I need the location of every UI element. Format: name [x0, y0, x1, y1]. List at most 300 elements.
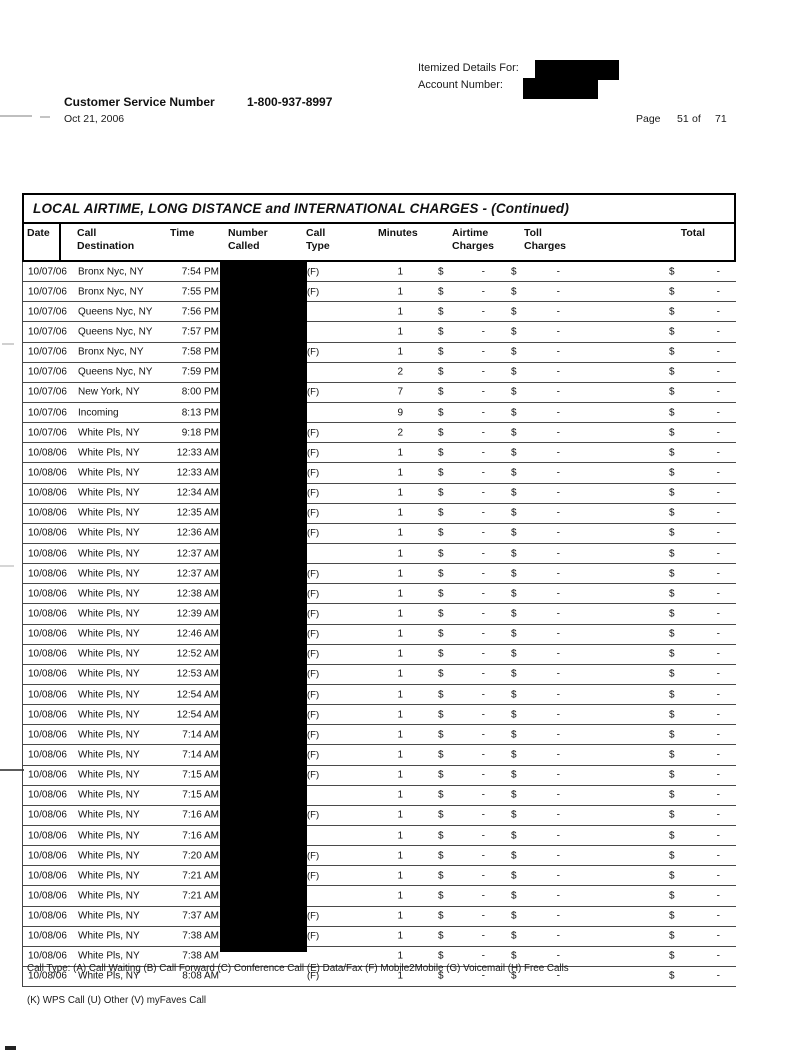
- call-time: 12:52 AM: [176, 648, 219, 660]
- call-destination: White Pls, NY: [78, 729, 140, 741]
- call-minutes: 1: [397, 487, 403, 499]
- call-type-code: (F): [307, 769, 320, 781]
- call-time: 7:16 AM: [182, 830, 219, 841]
- toll-charge: -: [556, 970, 560, 982]
- total-charge: -: [716, 487, 720, 499]
- call-minutes: 1: [397, 548, 403, 560]
- toll-currency-symbol: $: [511, 689, 517, 701]
- call-date: 10/08/06: [28, 729, 67, 741]
- call-destination: White Pls, NY: [78, 789, 140, 801]
- call-date: 10/08/06: [28, 568, 67, 580]
- airtime-charge: -: [481, 970, 485, 982]
- total-charge: -: [716, 527, 720, 539]
- call-destination: White Pls, NY: [78, 850, 140, 862]
- total-currency-symbol: $: [669, 970, 675, 982]
- redacted-account-number: [523, 78, 598, 99]
- call-destination: White Pls, NY: [78, 930, 140, 942]
- call-destination: White Pls, NY: [78, 527, 140, 539]
- toll-charge: -: [556, 608, 560, 620]
- total-currency-symbol: $: [669, 467, 675, 479]
- toll-currency-symbol: $: [511, 930, 517, 942]
- total-currency-symbol: $: [669, 427, 675, 439]
- toll-currency-symbol: $: [511, 870, 517, 882]
- total-currency-symbol: $: [669, 568, 675, 580]
- toll-currency-symbol: $: [511, 527, 517, 539]
- table-row: [23, 846, 736, 866]
- table-row: [23, 544, 736, 564]
- airtime-charge: -: [481, 870, 485, 882]
- call-date: 10/07/06: [28, 326, 67, 338]
- toll-currency-symbol: $: [511, 809, 517, 821]
- airtime-currency-symbol: $: [438, 588, 444, 600]
- airtime-charge: -: [481, 709, 485, 721]
- table-row: [23, 443, 736, 463]
- call-time: 7:55 PM: [181, 286, 219, 298]
- call-time: 8:08 AM: [182, 970, 219, 982]
- airtime-currency-symbol: $: [438, 608, 444, 620]
- call-minutes: 1: [397, 769, 403, 781]
- call-minutes: 1: [397, 628, 403, 640]
- call-date: 10/08/06: [28, 467, 67, 479]
- table-row: [23, 725, 736, 745]
- call-type-code: (F): [307, 628, 320, 640]
- call-minutes: 1: [397, 950, 403, 962]
- airtime-currency-symbol: $: [438, 386, 444, 398]
- total-currency-symbol: $: [669, 950, 675, 962]
- call-minutes: 1: [397, 689, 403, 701]
- page-of-label: of: [692, 113, 701, 125]
- call-type-legend-line2: (K) WPS Call (U) Other (V) myFaves Call: [27, 995, 207, 1006]
- call-destination: White Pls, NY: [78, 648, 140, 660]
- total-currency-symbol: $: [669, 910, 675, 922]
- toll-currency-symbol: $: [511, 970, 517, 982]
- call-destination: White Pls, NY: [78, 628, 140, 640]
- call-minutes: 1: [397, 306, 403, 318]
- call-destination: White Pls, NY: [78, 507, 140, 519]
- airtime-currency-symbol: $: [438, 910, 444, 922]
- call-time: 12:33 AM: [176, 447, 219, 459]
- total-currency-symbol: $: [669, 709, 675, 721]
- call-time: 7:15 AM: [182, 769, 219, 781]
- total-currency-symbol: $: [669, 326, 675, 338]
- call-minutes: 1: [397, 890, 403, 902]
- total-currency-symbol: $: [669, 789, 675, 801]
- total-currency-symbol: $: [669, 608, 675, 620]
- toll-charge: -: [556, 648, 560, 660]
- call-type-code: (F): [307, 286, 320, 298]
- total-currency-symbol: $: [669, 689, 675, 701]
- total-currency-symbol: $: [669, 306, 675, 318]
- call-time: 12:34 AM: [176, 487, 219, 499]
- toll-charge: -: [556, 809, 560, 821]
- call-type-code: (F): [307, 487, 320, 499]
- airtime-charge: -: [481, 789, 485, 801]
- call-destination: White Pls, NY: [78, 950, 140, 962]
- total-charge: -: [716, 830, 720, 841]
- airtime-charge: -: [481, 568, 485, 580]
- table-row: [23, 745, 736, 765]
- call-time: 12:39 AM: [176, 608, 219, 620]
- call-destination: White Pls, NY: [78, 769, 140, 781]
- toll-charge: -: [556, 830, 560, 841]
- total-charge: -: [716, 930, 720, 942]
- total-currency-symbol: $: [669, 487, 675, 499]
- toll-charge: -: [556, 789, 560, 801]
- toll-currency-symbol: $: [511, 507, 517, 519]
- toll-currency-symbol: $: [511, 366, 517, 378]
- call-minutes: 1: [397, 467, 403, 479]
- call-destination: Queens Nyc, NY: [78, 326, 153, 338]
- page-label: Page: [636, 113, 661, 125]
- total-currency-symbol: $: [669, 870, 675, 882]
- total-currency-symbol: $: [669, 407, 675, 419]
- toll-currency-symbol: $: [511, 467, 517, 479]
- airtime-charge: -: [481, 930, 485, 942]
- scan-artifact: [0, 565, 14, 567]
- table-row: [23, 322, 736, 342]
- total-currency-symbol: $: [669, 729, 675, 741]
- airtime-currency-symbol: $: [438, 427, 444, 439]
- redacted-number-called-column: [220, 262, 307, 952]
- airtime-currency-symbol: $: [438, 809, 444, 821]
- call-minutes: 1: [397, 507, 403, 519]
- call-minutes: 1: [397, 789, 403, 801]
- total-charge: -: [716, 548, 720, 560]
- airtime-currency-symbol: $: [438, 286, 444, 298]
- table-row: [23, 806, 736, 826]
- col-header-call-type: Call Type: [306, 227, 330, 252]
- call-type-code: (F): [307, 709, 320, 721]
- call-minutes: 1: [397, 447, 403, 459]
- total-charge: -: [716, 266, 720, 278]
- airtime-currency-symbol: $: [438, 749, 444, 761]
- call-destination: New York, NY: [78, 386, 140, 398]
- charges-table-header-box: [22, 193, 736, 262]
- airtime-charge: -: [481, 386, 485, 398]
- table-row: [23, 343, 736, 363]
- airtime-currency-symbol: $: [438, 527, 444, 539]
- call-minutes: 1: [397, 568, 403, 580]
- call-type-code: (F): [307, 668, 320, 680]
- call-date: 10/08/06: [28, 527, 67, 539]
- toll-currency-symbol: $: [511, 890, 517, 902]
- airtime-charge: -: [481, 668, 485, 680]
- call-type-code: (F): [307, 870, 320, 882]
- toll-currency-symbol: $: [511, 588, 517, 600]
- call-time: 7:54 PM: [181, 266, 219, 278]
- call-date: 10/08/06: [28, 749, 67, 761]
- total-charge: -: [716, 769, 720, 781]
- toll-charge: -: [556, 447, 560, 459]
- page-indicator: [0, 113, 812, 127]
- call-date: 10/07/06: [28, 366, 67, 378]
- call-type-legend-line1: Call Type: (A) Call Waiting (B) Call Forward (C) Conference Call (E) Data/Fax (F) Mobile2Mobile (G) Voicemail (H) Free Calls: [27, 963, 569, 974]
- total-charge: -: [716, 689, 720, 701]
- call-destination: White Pls, NY: [78, 910, 140, 922]
- call-minutes: 9: [397, 407, 403, 419]
- airtime-currency-symbol: $: [438, 568, 444, 580]
- toll-charge: -: [556, 769, 560, 781]
- call-destination: Bronx Nyc, NY: [78, 286, 144, 298]
- scan-artifact: [40, 116, 50, 118]
- call-time: 7:37 AM: [182, 910, 219, 922]
- col-header-airtime-charges: Airtime Charges: [452, 227, 495, 252]
- call-time: 12:33 AM: [176, 467, 219, 479]
- call-minutes: 1: [397, 668, 403, 680]
- call-time: 7:57 PM: [181, 326, 219, 338]
- table-row: [23, 604, 736, 624]
- airtime-currency-symbol: $: [438, 306, 444, 318]
- call-minutes: 1: [397, 346, 403, 358]
- airtime-charge: -: [481, 648, 485, 660]
- call-date: 10/08/06: [28, 608, 67, 620]
- toll-currency-symbol: $: [511, 306, 517, 318]
- toll-currency-symbol: $: [511, 447, 517, 459]
- call-destination: White Pls, NY: [78, 487, 140, 499]
- total-charge: -: [716, 749, 720, 761]
- table-row: [23, 403, 736, 423]
- airtime-currency-symbol: $: [438, 648, 444, 660]
- total-charge: -: [716, 628, 720, 640]
- call-date: 10/08/06: [28, 809, 67, 821]
- toll-currency-symbol: $: [511, 830, 517, 841]
- toll-charge: -: [556, 346, 560, 358]
- airtime-currency-symbol: $: [438, 447, 444, 459]
- total-currency-symbol: $: [669, 386, 675, 398]
- toll-currency-symbol: $: [511, 789, 517, 801]
- airtime-charge: -: [481, 286, 485, 298]
- toll-charge: -: [556, 467, 560, 479]
- toll-charge: -: [556, 588, 560, 600]
- call-time: 7:16 AM: [182, 809, 219, 821]
- table-row: [23, 826, 736, 846]
- call-destination: White Pls, NY: [78, 568, 140, 580]
- scan-artifact: [2, 343, 14, 345]
- toll-charge: -: [556, 890, 560, 902]
- call-date: 10/07/06: [28, 306, 67, 318]
- toll-currency-symbol: $: [511, 407, 517, 419]
- toll-charge: -: [556, 568, 560, 580]
- airtime-charge: -: [481, 487, 485, 499]
- total-charge: -: [716, 568, 720, 580]
- airtime-currency-symbol: $: [438, 266, 444, 278]
- airtime-charge: -: [481, 527, 485, 539]
- toll-charge: -: [556, 950, 560, 962]
- table-row: [23, 302, 736, 322]
- call-destination: White Pls, NY: [78, 809, 140, 821]
- call-destination: White Pls, NY: [78, 548, 140, 560]
- customer-service-number: 1-800-937-8997: [247, 95, 333, 109]
- total-charge: -: [716, 970, 720, 982]
- table-row: [23, 907, 736, 927]
- airtime-currency-symbol: $: [438, 467, 444, 479]
- call-date: 10/07/06: [28, 346, 67, 358]
- total-currency-symbol: $: [669, 507, 675, 519]
- table-row: [23, 927, 736, 947]
- airtime-charge: -: [481, 890, 485, 902]
- call-time: 7:56 PM: [181, 306, 219, 318]
- toll-currency-symbol: $: [511, 950, 517, 962]
- header-divider: [59, 224, 61, 260]
- call-minutes: 1: [397, 970, 403, 982]
- call-destination: White Pls, NY: [78, 709, 140, 721]
- toll-charge: -: [556, 709, 560, 721]
- call-type-code: (F): [307, 427, 320, 439]
- call-date: 10/08/06: [28, 588, 67, 600]
- call-date: 10/08/06: [28, 709, 67, 721]
- call-time: 7:14 AM: [182, 729, 219, 741]
- call-time: 7:38 AM: [182, 930, 219, 942]
- call-date: 10/07/06: [28, 386, 67, 398]
- airtime-currency-symbol: $: [438, 729, 444, 741]
- toll-charge: -: [556, 407, 560, 419]
- call-destination: Queens Nyc, NY: [78, 366, 153, 378]
- call-minutes: 1: [397, 709, 403, 721]
- call-type-code: (F): [307, 910, 320, 922]
- toll-charge: -: [556, 366, 560, 378]
- total-charge: -: [716, 850, 720, 862]
- toll-currency-symbol: $: [511, 487, 517, 499]
- call-minutes: 1: [397, 527, 403, 539]
- call-time: 7:38 AM: [182, 950, 219, 962]
- toll-currency-symbol: $: [511, 286, 517, 298]
- toll-charge: -: [556, 910, 560, 922]
- total-currency-symbol: $: [669, 749, 675, 761]
- toll-currency-symbol: $: [511, 769, 517, 781]
- call-type-code: (F): [307, 346, 320, 358]
- call-time: 12:54 AM: [176, 709, 219, 721]
- call-minutes: 1: [397, 870, 403, 882]
- call-date: 10/08/06: [28, 628, 67, 640]
- call-minutes: 1: [397, 809, 403, 821]
- call-minutes: 1: [397, 729, 403, 741]
- call-destination: White Pls, NY: [78, 890, 140, 902]
- table-row: [23, 625, 736, 645]
- call-type-code: (F): [307, 386, 320, 398]
- table-row: [23, 383, 736, 403]
- col-header-time: Time: [170, 227, 195, 239]
- airtime-charge: -: [481, 850, 485, 862]
- call-minutes: 1: [397, 830, 403, 841]
- airtime-currency-symbol: $: [438, 950, 444, 962]
- total-currency-symbol: $: [669, 548, 675, 560]
- total-currency-symbol: $: [669, 830, 675, 841]
- airtime-charge: -: [481, 689, 485, 701]
- airtime-charge: -: [481, 467, 485, 479]
- total-currency-symbol: $: [669, 648, 675, 660]
- total-charge: -: [716, 507, 720, 519]
- table-row: [23, 866, 736, 886]
- call-time: 8:13 PM: [181, 407, 219, 419]
- call-destination: White Pls, NY: [78, 749, 140, 761]
- airtime-charge: -: [481, 628, 485, 640]
- total-charge: -: [716, 789, 720, 801]
- total-charge: -: [716, 950, 720, 962]
- toll-currency-symbol: $: [511, 910, 517, 922]
- call-minutes: 1: [397, 930, 403, 942]
- airtime-currency-symbol: $: [438, 890, 444, 902]
- table-row: [23, 423, 736, 443]
- total-charge: -: [716, 588, 720, 600]
- call-time: 12:36 AM: [176, 527, 219, 539]
- call-time: 7:15 AM: [182, 789, 219, 801]
- toll-charge: -: [556, 548, 560, 560]
- toll-currency-symbol: $: [511, 427, 517, 439]
- total-charge: -: [716, 668, 720, 680]
- call-date: 10/08/06: [28, 769, 67, 781]
- airtime-charge: -: [481, 950, 485, 962]
- total-currency-symbol: $: [669, 266, 675, 278]
- account-number-label: Account Number:: [418, 79, 503, 91]
- airtime-currency-symbol: $: [438, 668, 444, 680]
- table-row: [23, 685, 736, 705]
- call-minutes: 1: [397, 588, 403, 600]
- call-minutes: 7: [397, 386, 403, 398]
- total-charge: -: [716, 447, 720, 459]
- table-row: [23, 463, 736, 483]
- call-minutes: 1: [397, 749, 403, 761]
- call-destination: White Pls, NY: [78, 608, 140, 620]
- call-time: 8:00 PM: [181, 386, 219, 398]
- total-currency-symbol: $: [669, 346, 675, 358]
- airtime-charge: -: [481, 427, 485, 439]
- airtime-currency-symbol: $: [438, 830, 444, 841]
- total-currency-symbol: $: [669, 809, 675, 821]
- call-date: 10/07/06: [28, 266, 67, 278]
- total-charge: -: [716, 306, 720, 318]
- call-date: 10/08/06: [28, 648, 67, 660]
- toll-currency-symbol: $: [511, 568, 517, 580]
- table-row: [23, 886, 736, 906]
- call-time: 9:18 PM: [181, 427, 219, 439]
- call-type-code: (F): [307, 507, 320, 519]
- toll-currency-symbol: $: [511, 729, 517, 741]
- total-charge: -: [716, 890, 720, 902]
- toll-currency-symbol: $: [511, 266, 517, 278]
- table-row: [23, 282, 736, 302]
- call-destination: White Pls, NY: [78, 830, 140, 841]
- table-row: [23, 645, 736, 665]
- call-type-code: (F): [307, 749, 320, 761]
- call-date: 10/07/06: [28, 407, 67, 419]
- call-destination: White Pls, NY: [78, 588, 140, 600]
- airtime-currency-symbol: $: [438, 346, 444, 358]
- airtime-currency-symbol: $: [438, 689, 444, 701]
- total-currency-symbol: $: [669, 447, 675, 459]
- call-type-code: (F): [307, 568, 320, 580]
- airtime-currency-symbol: $: [438, 326, 444, 338]
- total-currency-symbol: $: [669, 890, 675, 902]
- airtime-charge: -: [481, 809, 485, 821]
- toll-charge: -: [556, 286, 560, 298]
- airtime-charge: -: [481, 729, 485, 741]
- call-destination: White Pls, NY: [78, 668, 140, 680]
- airtime-currency-symbol: $: [438, 850, 444, 862]
- airtime-charge: -: [481, 346, 485, 358]
- call-time: 7:20 AM: [182, 850, 219, 862]
- call-minutes: 1: [397, 850, 403, 862]
- toll-currency-symbol: $: [511, 709, 517, 721]
- toll-currency-symbol: $: [511, 668, 517, 680]
- toll-currency-symbol: $: [511, 326, 517, 338]
- call-time: 12:54 AM: [176, 689, 219, 701]
- col-header-toll-charges: Toll Charges: [524, 227, 567, 252]
- airtime-currency-symbol: $: [438, 709, 444, 721]
- total-charge: -: [716, 467, 720, 479]
- call-time: 7:59 PM: [181, 366, 219, 378]
- call-time: 12:38 AM: [176, 588, 219, 600]
- scan-artifact: [0, 769, 24, 771]
